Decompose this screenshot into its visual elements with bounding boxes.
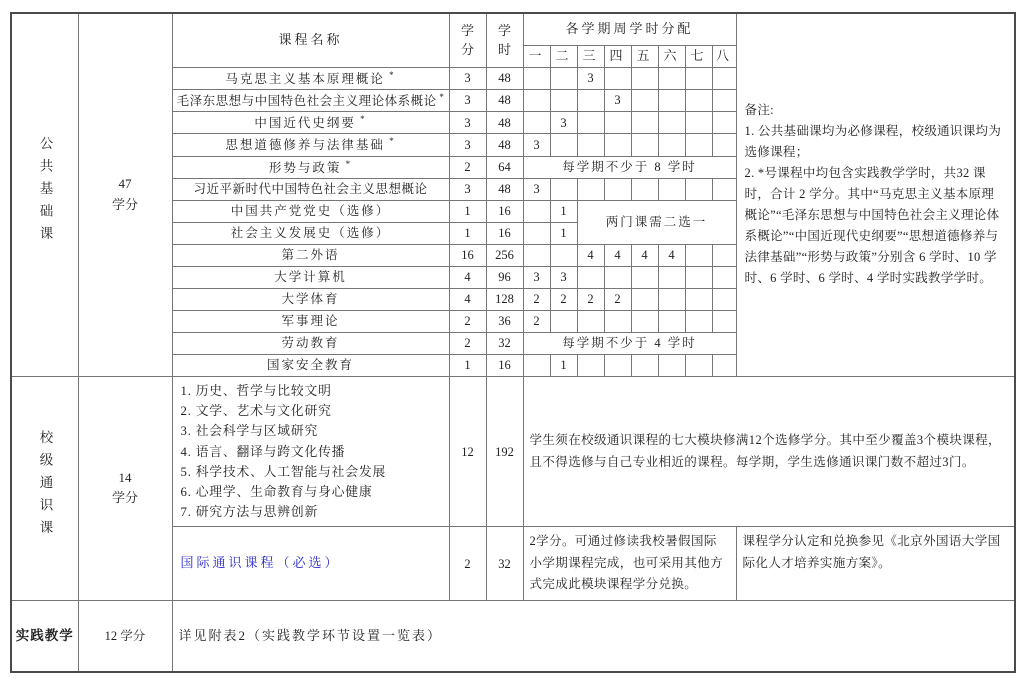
- course-hours: 48: [486, 112, 523, 134]
- course-name: 第二外语: [172, 244, 449, 266]
- semester-hours-cell: 3: [550, 112, 577, 134]
- semester-hours-cell: 2: [604, 288, 631, 310]
- course-hours: 48: [486, 89, 523, 111]
- semester-hours-cell: [604, 134, 631, 156]
- semester-hours-cell: [631, 354, 658, 376]
- semester-hours-cell: [685, 67, 712, 89]
- course-name: 思想道德修养与法律基础 *: [172, 134, 449, 156]
- course-name: 军事理论: [172, 310, 449, 332]
- section-label-practical-teaching: 实践教学: [11, 600, 78, 672]
- semester-hours-cell: 1: [550, 200, 577, 222]
- semester-hours-cell: [712, 310, 736, 332]
- semester-hours-cell: [658, 354, 685, 376]
- semester-span-note: 每学期不少于 4 学时: [523, 332, 736, 354]
- course-name: 中国共产党党史（选修）: [172, 200, 449, 222]
- semester-hours-cell: [577, 310, 604, 332]
- semester-hours-cell: [685, 89, 712, 111]
- course-name: 社会主义发展史（选修）: [172, 222, 449, 244]
- semester-hours-cell: 1: [550, 354, 577, 376]
- section-credits-public-basic: [78, 13, 172, 376]
- practical-teaching-credits: 12 学分: [78, 600, 172, 672]
- course-hours: 16: [486, 200, 523, 222]
- semester-hours-cell: [631, 67, 658, 89]
- semester-hours-cell: 4: [631, 244, 658, 266]
- col-header-hours: [486, 13, 523, 67]
- semester-hours-cell: [523, 354, 550, 376]
- header-row-1: [11, 13, 1015, 45]
- practice-hours-asterisk: *: [341, 158, 353, 169]
- remarks-line-1: 1. 公共基础课均为必修课程，校级通识课均为选修课程；: [744, 124, 1002, 160]
- course-credits: 1: [449, 354, 486, 376]
- semester-hours-cell: 4: [577, 244, 604, 266]
- intl-course-credits: 2: [449, 527, 486, 601]
- section-label-public-basic: [11, 13, 78, 376]
- course-credits: 3: [449, 178, 486, 200]
- semester-hours-cell: [523, 67, 550, 89]
- sem-header-3: 三: [577, 45, 604, 67]
- course-credits: 2: [449, 156, 486, 178]
- sem-header-2: 二: [550, 45, 577, 67]
- module-item-2: 2. 文学、艺术与文化研究: [180, 404, 332, 419]
- semester-hours-cell: [604, 310, 631, 332]
- practice-hours-asterisk: *: [355, 114, 367, 125]
- course-hours: 16: [486, 354, 523, 376]
- semester-hours-cell: [685, 134, 712, 156]
- course-credits: 4: [449, 266, 486, 288]
- semester-span-note: 每学期不少于 8 学时: [523, 156, 736, 178]
- intl-course-remark: 课程学分认定和兑换参见《北京外国语大学国际化人才培养实施方案》。: [736, 527, 1015, 601]
- semester-hours-cell: [685, 178, 712, 200]
- semester-hours-cell: [631, 89, 658, 111]
- section-label-text: 公共基础课: [37, 136, 53, 249]
- course-hours: 64: [486, 156, 523, 178]
- sem-header-7: 七: [685, 45, 712, 67]
- semester-hours-cell: [658, 89, 685, 111]
- remarks-cell: [736, 13, 1015, 376]
- course-credits: 2: [449, 310, 486, 332]
- course-hours: 96: [486, 266, 523, 288]
- semester-hours-cell: [631, 134, 658, 156]
- module-item-3: 3. 社会科学与区域研究: [180, 424, 319, 439]
- course-credits: 1: [449, 222, 486, 244]
- modules-hours: 192: [486, 376, 523, 527]
- sem-header-5: 五: [631, 45, 658, 67]
- course-name: 中国近代史纲要 *: [172, 112, 449, 134]
- semester-hours-cell: [685, 354, 712, 376]
- module-item-4: 4. 语言、翻译与跨文化传播: [180, 444, 346, 459]
- course-hours: 128: [486, 288, 523, 310]
- semester-hours-cell: [604, 112, 631, 134]
- intl-course-name: 国际通识课程（必选）: [172, 527, 449, 601]
- semester-hours-cell: [523, 244, 550, 266]
- semester-hours-cell: 3: [523, 134, 550, 156]
- semester-hours-cell: 1: [550, 222, 577, 244]
- semester-hours-cell: [685, 266, 712, 288]
- course-hours: 48: [486, 67, 523, 89]
- semester-hours-cell: [577, 354, 604, 376]
- course-name: 毛泽东思想与中国特色社会主义理论体系概论 *: [172, 89, 449, 111]
- course-name: 马克思主义基本原理概论 *: [172, 67, 449, 89]
- semester-hours-cell: [631, 112, 658, 134]
- course-hours: 48: [486, 134, 523, 156]
- module-item-1: 1. 历史、哲学与比较文明: [180, 383, 332, 398]
- course-name: 习近平新时代中国特色社会主义思想概论: [172, 178, 449, 200]
- semester-hours-cell: 3: [604, 89, 631, 111]
- practice-hours-asterisk: *: [384, 69, 396, 80]
- semester-hours-cell: [631, 288, 658, 310]
- semester-hours-cell: [550, 89, 577, 111]
- course-hours: 256: [486, 244, 523, 266]
- course-credits: 1: [449, 200, 486, 222]
- sem-header-4: 四: [604, 45, 631, 67]
- practical-teaching-note: 详见附表2（实践教学环节设置一览表）: [172, 600, 1015, 672]
- semester-hours-cell: [577, 178, 604, 200]
- modules-list-cell: [172, 376, 449, 527]
- semester-hours-cell: [550, 310, 577, 332]
- course-credits: 4: [449, 288, 486, 310]
- general-education-modules-row: [11, 376, 1015, 527]
- semester-hours-cell: [685, 112, 712, 134]
- practice-hours-asterisk: *: [436, 91, 445, 102]
- section-credits-value: 14: [118, 469, 132, 485]
- module-item-7: 7. 研究方法与思辨创新: [180, 505, 319, 520]
- semester-hours-cell: [550, 67, 577, 89]
- sem-header-1: 一: [523, 45, 550, 67]
- course-name: 劳动教育: [172, 332, 449, 354]
- semester-hours-cell: [604, 178, 631, 200]
- semester-hours-cell: [604, 67, 631, 89]
- semester-hours-cell: [658, 266, 685, 288]
- semester-hours-cell: [577, 134, 604, 156]
- semester-hours-cell: [631, 178, 658, 200]
- semester-hours-cell: [523, 89, 550, 111]
- section-credits-unit: 学分: [111, 490, 138, 506]
- practice-hours-asterisk: *: [384, 136, 396, 147]
- semester-hours-cell: 4: [604, 244, 631, 266]
- semester-hours-cell: [712, 112, 736, 134]
- section-credits-general-education: [78, 376, 172, 600]
- course-name: 大学计算机: [172, 266, 449, 288]
- semester-hours-cell: [712, 244, 736, 266]
- semester-hours-cell: 3: [523, 178, 550, 200]
- course-hours: 36: [486, 310, 523, 332]
- semester-hours-cell: 2: [523, 310, 550, 332]
- course-hours: 32: [486, 332, 523, 354]
- semester-hours-cell: [712, 266, 736, 288]
- semester-hours-cell: [658, 67, 685, 89]
- semester-hours-cell: [577, 112, 604, 134]
- semester-hours-cell: 3: [523, 266, 550, 288]
- semester-hours-cell: [712, 67, 736, 89]
- semester-hours-cell: [550, 134, 577, 156]
- col-header-hours-text: 学时: [497, 22, 511, 58]
- col-header-course-name: 课程名称: [172, 13, 449, 67]
- course-credits: 3: [449, 134, 486, 156]
- semester-hours-cell: 3: [577, 67, 604, 89]
- semester-hours-cell: [577, 89, 604, 111]
- semester-hours-cell: [604, 354, 631, 376]
- practical-teaching-row: [11, 600, 1015, 672]
- semester-hours-cell: 3: [550, 266, 577, 288]
- semester-hours-cell: [658, 310, 685, 332]
- remarks-title: 备注:: [744, 103, 774, 118]
- semester-hours-cell: [685, 244, 712, 266]
- section-label-text: 校级通识课: [37, 429, 53, 543]
- col-header-credits: [449, 13, 486, 67]
- course-hours: 16: [486, 222, 523, 244]
- semester-hours-cell: [712, 89, 736, 111]
- intl-course-hours: 32: [486, 527, 523, 601]
- col-header-semester-group: 各学期周学时分配: [523, 13, 736, 45]
- course-credits: 16: [449, 244, 486, 266]
- course-credits: 2: [449, 332, 486, 354]
- semester-hours-cell: [550, 244, 577, 266]
- semester-hours-cell: [631, 266, 658, 288]
- semester-hours-cell: [577, 266, 604, 288]
- semester-hours-cell: [685, 310, 712, 332]
- choice-note: 两门课需二选一: [577, 200, 736, 244]
- curriculum-table: [10, 12, 1016, 673]
- semester-hours-cell: [523, 222, 550, 244]
- course-name: 大学体育: [172, 288, 449, 310]
- semester-hours-cell: [658, 134, 685, 156]
- course-credits: 3: [449, 89, 486, 111]
- section-label-general-education: [11, 376, 78, 600]
- course-name: 形势与政策 *: [172, 156, 449, 178]
- semester-hours-cell: [712, 134, 736, 156]
- module-item-5: 5. 科学技术、人工智能与社会发展: [180, 464, 387, 479]
- section-credits-unit: 学分: [111, 196, 138, 212]
- semester-hours-cell: [658, 112, 685, 134]
- semester-hours-cell: [523, 200, 550, 222]
- remarks-line-2: 2. *号课程中均包含实践教学学时，共32 课时，合计 2 学分。其中“马克思主义基本原理概论”“毛泽东思想与中国特色社会主义理论体系概论”“中国近现代史纲要”“思想道德修养与法律基础”“形势与政策”分别含 6 学时、10 学时、6 学时、6 学时、4 学时实践教学学时。: [744, 166, 1000, 286]
- course-hours: 48: [486, 178, 523, 200]
- intl-course-note: 2学分。可通过修读我校暑假国际小学期课程完成，也可采用其他方式完成此模块课程学分兑换。: [523, 527, 736, 601]
- semester-hours-cell: [604, 266, 631, 288]
- semester-hours-cell: [712, 178, 736, 200]
- semester-hours-cell: 2: [523, 288, 550, 310]
- course-credits: 3: [449, 112, 486, 134]
- section-credits-value: 47: [118, 176, 132, 192]
- sem-header-6: 六: [658, 45, 685, 67]
- semester-hours-cell: [631, 310, 658, 332]
- course-credits: 3: [449, 67, 486, 89]
- semester-hours-cell: [685, 288, 712, 310]
- col-header-credits-text: 学分: [460, 22, 474, 58]
- semester-hours-cell: [658, 288, 685, 310]
- modules-credits: 12: [449, 376, 486, 527]
- semester-hours-cell: 2: [577, 288, 604, 310]
- semester-hours-cell: 2: [550, 288, 577, 310]
- semester-hours-cell: [712, 288, 736, 310]
- semester-hours-cell: 4: [658, 244, 685, 266]
- semester-hours-cell: [712, 354, 736, 376]
- module-item-6: 6. 心理学、生命教育与身心健康: [180, 485, 373, 499]
- course-name: 国家安全教育: [172, 354, 449, 376]
- semester-hours-cell: [658, 178, 685, 200]
- semester-hours-cell: [550, 178, 577, 200]
- modules-note: 学生须在校级通识课程的七大模块修满12个选修学分。其中至少覆盖3个模块课程，且不得选修与自己专业相近的课程。每学期，学生选修通识课门数不超过3门。: [523, 376, 1015, 527]
- semester-hours-cell: [523, 112, 550, 134]
- sem-header-8: 八: [712, 45, 736, 67]
